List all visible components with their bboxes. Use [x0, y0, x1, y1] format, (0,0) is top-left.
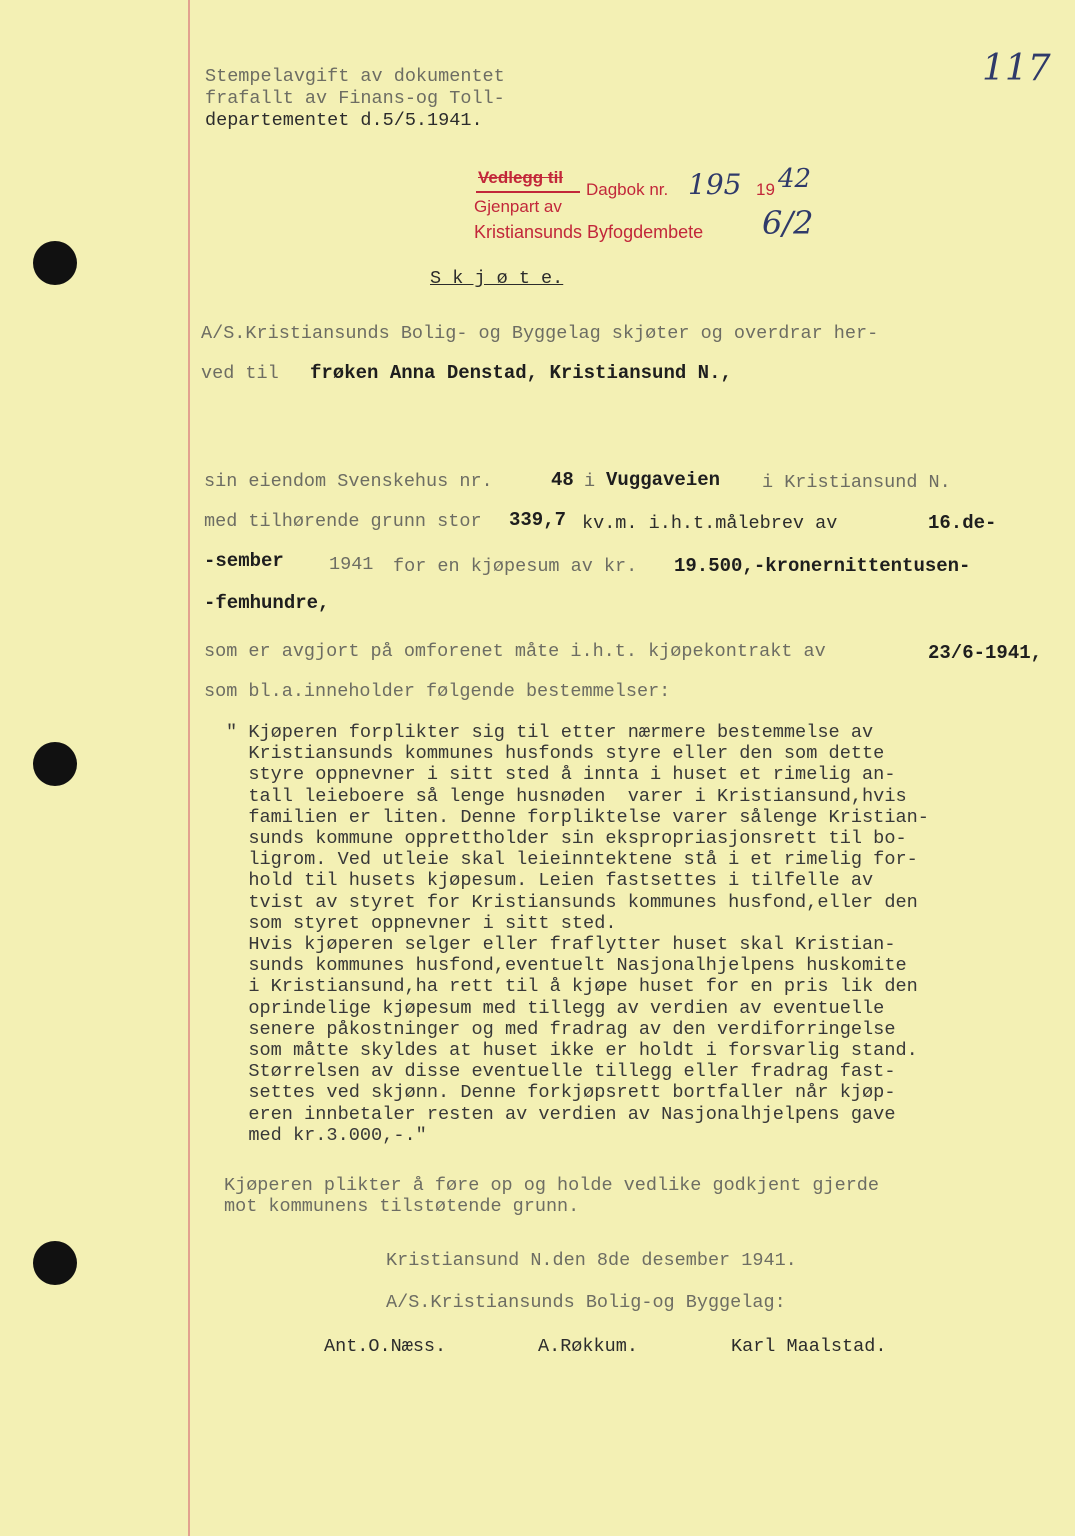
property-line-2a: med tilhørende grunn stor [204, 511, 482, 532]
buyer-name: frøken Anna Denstad, Kristiansund N., [310, 362, 732, 384]
stamp-duty-line-2: frafallt av Finans-og Toll- [205, 88, 505, 109]
survey-year: 1941 [329, 554, 374, 575]
fence-clause-line-1: Kjøperen plikter å føre op og holde vedlike godkjent gjerde [224, 1175, 880, 1196]
survey-date-b: -sember [204, 550, 284, 572]
stamp-underline [476, 191, 580, 193]
page-number: 117 [982, 48, 1051, 89]
quote-line: hold til husets kjøpesum. Leien fastsettes i tilfelle av [226, 870, 874, 892]
street-name: Vuggaveien [606, 469, 721, 491]
dagbok-number: 195 [688, 168, 742, 201]
contract-date: 23/6-1941, [928, 642, 1043, 664]
stamp-struck-label: Vedlegg til [478, 168, 564, 187]
price: 19.500,-kronernittentusen- [674, 555, 971, 577]
fence-clause-line-2: mot kommunens tilstøtende grunn. [224, 1196, 580, 1217]
stamp-gjenpart-label: Gjenpart av [474, 197, 562, 216]
intro-line-1: A/S.Kristiansunds Bolig- og Byggelag skjøter og overdrar her- [201, 323, 879, 344]
survey-date-a: 16.de- [928, 512, 997, 534]
signatory-1: Ant.O.Næss. [324, 1336, 447, 1357]
agreement-line-1: som er avgjort på omforenet måte i.h.t. kjøpekontrakt av [204, 641, 826, 662]
quote-line: oprindelige kjøpesum med tillegg av verdien av eventuelle [226, 997, 885, 1019]
signatory-3: Karl Maalstad. [731, 1336, 887, 1357]
quote-line: ligrom. Ved utleie skal leieinntektene stå i et rimelig for- [226, 849, 918, 871]
agreement-line-2: som bl.a.inneholder følgende bestemmelser: [204, 681, 671, 702]
quote-line: med kr.3.000,-." [226, 1124, 427, 1146]
property-line-2b: kv.m. i.h.t.målebrev av [582, 513, 838, 534]
quote-line: i Kristiansund,ha rett til å kjøpe huset for en pris lik den [226, 976, 918, 998]
quote-line: familien er liten. Denne forpliktelse varer sålenge Kristian- [226, 806, 929, 828]
quoted-provisions [226, 722, 1006, 1146]
quote-line: settes ved skjønn. Denne forkjøpsrett bortfaller når kjøp- [226, 1082, 896, 1104]
place-date: Kristiansund N.den 8de desember 1941. [386, 1250, 797, 1271]
punch-hole-bottom [33, 1241, 77, 1285]
quote-line: sunds kommune opprettholder sin ekspropriasjonsrett til bo- [226, 828, 907, 850]
house-number: 48 [551, 469, 574, 491]
stamp-office: Kristiansunds Byfogdembete [474, 222, 704, 242]
quote-line: sunds kommunes husfond,eventuelt Nasjonalhjelpens huskomite [226, 955, 907, 977]
punch-hole-middle [33, 742, 77, 786]
signatory-2: A.Røkkum. [538, 1336, 638, 1357]
quote-line: tvist av styret for Kristiansunds kommunes husfond,eller den [226, 891, 918, 913]
stamp-duty-line-3: departementet d.5/5.1941. [205, 110, 483, 131]
property-line-1c: i Kristiansund N. [762, 472, 951, 493]
stamp-duty-line-1: Stempelavgift av dokumentet [205, 66, 505, 87]
quote-line: Kristiansunds kommunes husfonds styre eller den som dette [226, 743, 885, 765]
punch-hole-top [33, 241, 77, 285]
property-line-1b: i [584, 471, 596, 492]
stamp-year-prefix: 19 [756, 180, 775, 199]
quote-line: Størrelsen av disse eventuelle tillegg eller fradrag fast- [226, 1061, 896, 1083]
stamp-dagbok-label: Dagbok nr. [586, 180, 669, 199]
quote-line: eren innbetaler resten av verdien av Nasjonalhjelpens gave [226, 1103, 896, 1125]
quote-line: styre oppnevner i sitt sted å innta i huset et rimelig an- [226, 764, 896, 786]
stamp-date: 6/2 [762, 204, 814, 242]
stamp-year-suffix: 42 [778, 164, 812, 194]
area: 339,7 [509, 509, 567, 531]
quote-line: tall leieboere så lenge husnøden varer i Kristiansund,hvis [226, 785, 907, 807]
quote-line: som styret oppnevner i sitt sted. [226, 912, 617, 934]
property-line-3a: for en kjøpesum av kr. [393, 556, 638, 577]
quote-line: Hvis kjøperen selger eller fraflytter huset skal Kristian- [226, 934, 896, 956]
margin-rule [188, 0, 190, 1536]
price-words-end: -femhundre, [204, 592, 330, 614]
intro-line-2: ved til [201, 363, 279, 384]
quote-line: som måtte skyldes at huset ikke er holdt i forsvarlig stand. [226, 1040, 918, 1062]
document-title: S k j ø t e. [430, 268, 564, 289]
quote-line: senere påkostninger og med fradrag av den verdiforringelse [226, 1018, 896, 1040]
property-line-1a: sin eiendom Svenskehus nr. [204, 471, 493, 492]
quote-line: " Kjøperen forplikter sig til etter nærmere bestemmelse av [226, 722, 874, 743]
company-name: A/S.Kristiansunds Bolig-og Byggelag: [386, 1292, 786, 1313]
